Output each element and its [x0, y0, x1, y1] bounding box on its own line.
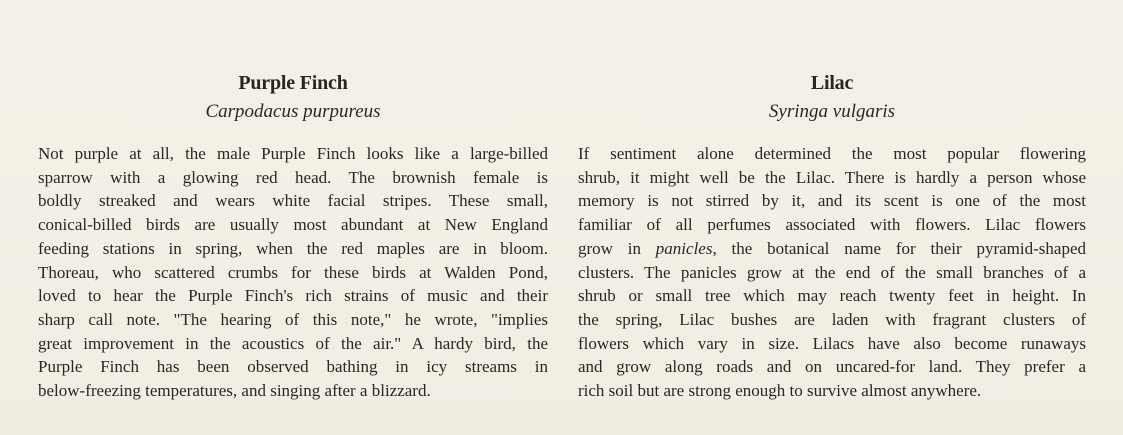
text-line: memory is not stirred by it, and its scent is one of the most — [578, 191, 1086, 211]
text-line: clusters. The panicles grow at the end of the small branches of a — [578, 262, 1086, 282]
purple-finch-title: Purple Finch — [238, 72, 348, 94]
text-line: loved to hear the Purple Finch's rich strains of music and their — [38, 286, 548, 306]
text-line: the spring, Lilac bushes are laden with fragrant clusters of — [578, 309, 1086, 329]
text-line: If sentiment alone determined the most popular flowering — [578, 144, 1086, 163]
text-line: sharp call note. "The hearing of this note," he wrote, "implies — [38, 309, 548, 329]
lilac-description — [578, 142, 1086, 403]
text-line: feeding stations in spring, when the red maples are in bloom. — [38, 238, 548, 258]
text-line: boldly streaked and wears white facial stripes. These small, — [38, 191, 548, 211]
text-line: sparrow with a glowing red head. The brownish female is — [38, 167, 548, 187]
purple-finch-column — [38, 70, 548, 403]
text-line: Purple Finch has been observed bathing in icy streams in — [38, 357, 548, 377]
lilac-column — [578, 70, 1086, 403]
text-line: and grow along roads and on uncared-for land. They prefer a — [578, 357, 1086, 377]
text-line: familiar of all perfumes associated with flowers. Lilac flowers — [578, 215, 1086, 235]
text-line: Not purple at all, the male Purple Finch looks like a large-billed — [38, 144, 548, 163]
text-line: flowers which vary in size. Lilacs have also become runaways — [578, 333, 1086, 353]
panicles-term: panicles — [655, 238, 713, 258]
text-line: Thoreau, who scattered crumbs for these birds at Walden Pond, — [38, 262, 548, 282]
text-line: below-freezing temperatures, and singing after a blizzard. — [38, 381, 431, 401]
lilac-scientific-name: Syringa vulgaris — [768, 101, 896, 122]
purple-finch-scientific-name: Carpodacus purpureus — [205, 101, 381, 122]
text-line: shrub or small tree which may reach twenty feet in height. In — [578, 286, 1086, 306]
text-line: shrub, it might well be the Lilac. There is hardly a person whose — [578, 167, 1086, 187]
text-line: conical-billed birds are usually most abundant at New England — [38, 215, 548, 235]
text-line — [578, 237, 1086, 261]
text-fragment: grow in — [578, 238, 656, 258]
text-line: great improvement in the acoustics of the air." A hardy bird, the — [38, 333, 548, 353]
lilac-title: Lilac — [810, 72, 854, 94]
purple-finch-description — [38, 142, 548, 403]
text-fragment: , the botanical name for their pyramid-shaped — [712, 238, 1086, 258]
text-line: rich soil but are strong enough to survive almost anywhere. — [578, 381, 982, 401]
